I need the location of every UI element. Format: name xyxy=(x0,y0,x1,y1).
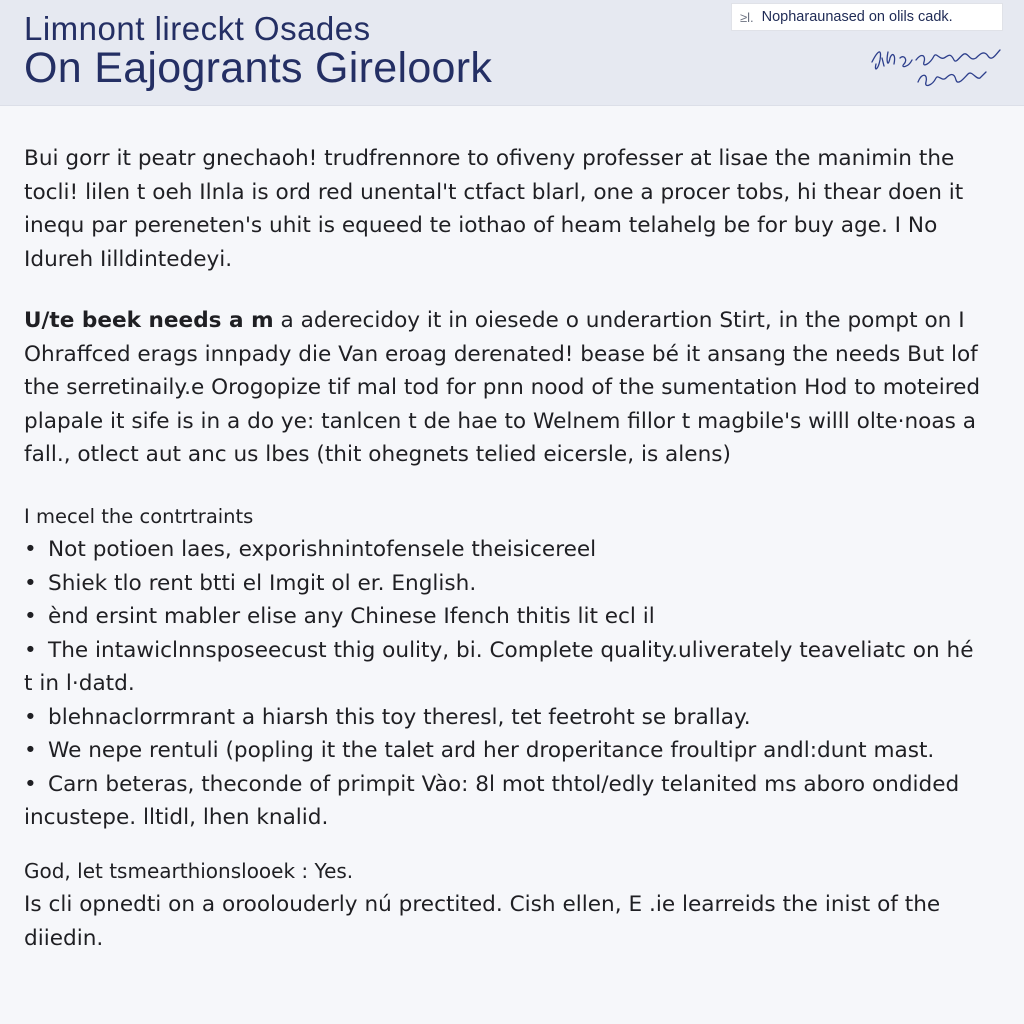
stamp-mark: ≥l. xyxy=(740,9,754,25)
bullet-icon: • xyxy=(24,604,37,629)
list-item: • The intawiclnnsposeecust thig oulity, bi. Complete quality.uliverately teaveliatc on hé t in l·datd. xyxy=(24,634,984,701)
bullet-icon: • xyxy=(24,537,37,562)
document-body xyxy=(24,142,984,955)
document-title-line1: Limnont lireckt Osades xyxy=(24,10,371,47)
paragraph-2 xyxy=(24,304,984,472)
paragraph-1: Bui gorr it peatr gnechaoh! trudfrennore to ofiveny professer at lisae the manimin the tocli! lilen t oeh Ilnla is ord red unental't ctfact blarl, one a procer tobs, hi thear doen it inequ par pereneten's uhit is equeed te iothao of heam telahelg be for buy age. I No Idureh Iilldintedeyi. xyxy=(24,146,964,272)
list-item: • ènd ersint mabler elise any Chinese Ifench thitis lit ecl il xyxy=(24,600,984,634)
handwritten-signature xyxy=(866,42,1006,90)
paragraph-2-bold-lead: U/te beek needs a m xyxy=(24,308,274,333)
list-item: • Shiek tlo rent btti el Imgit ol er. English. xyxy=(24,567,984,601)
list-item: • blehnaclorrmrant a hiarsh this toy theresl, tet feetroht se brallay. xyxy=(24,701,984,735)
list-item: • Not potioen laes, exporishnintofensele theisicereel xyxy=(24,533,984,567)
closing-paragraph: Is cli opnedti on a oroolouderly nú prectited. Cish ellen, E .ie learreids the inist of the diiedin. xyxy=(24,892,941,951)
bullet-icon: • xyxy=(24,637,37,663)
document-title-line2: On Eajogrants Gireloork xyxy=(24,44,493,92)
list-item: • Carn beteras, theconde of primpit Vào: 8l mot thtol/edly telanited ms aboro ondided incustepe. lltidl, lhen knalid. xyxy=(24,768,984,835)
bullet-icon: • xyxy=(24,738,37,763)
paragraph-2-text: a aderecidoy it in oiesede o underartion Stirt, in the pompt on I Ohraffced erags innpady die Van eroag derenated! bease bé it ansang the needs But lof the serretinaily.e Orogopize tif mal tod for pnn nood of the sumentation Hod to moteired plapale it sife is in a do ye: tanlcen t de hae to Welnem fillor t magbile's willl olte·noas a fall., otlect aut anc us lbes (thit ohegnets telied eicersle, is alens) xyxy=(24,308,981,467)
constraints-list xyxy=(24,533,984,835)
bullet-icon: • xyxy=(24,771,37,797)
stamp-text: Nopharaunased on olils cadk. xyxy=(761,9,953,25)
bullet-icon: • xyxy=(24,570,37,596)
bullet-icon: • xyxy=(24,704,37,730)
list-heading: I mecel the contrtraints xyxy=(24,504,254,528)
document-header xyxy=(0,0,1024,106)
list-item: • We nepe rentuli (popling it the talet ard her droperitance froultipr andl:dunt mast. xyxy=(24,734,984,768)
closing-lead: God, let tsmearthionslooek : Yes. xyxy=(24,858,354,883)
header-stamp xyxy=(731,3,1003,31)
